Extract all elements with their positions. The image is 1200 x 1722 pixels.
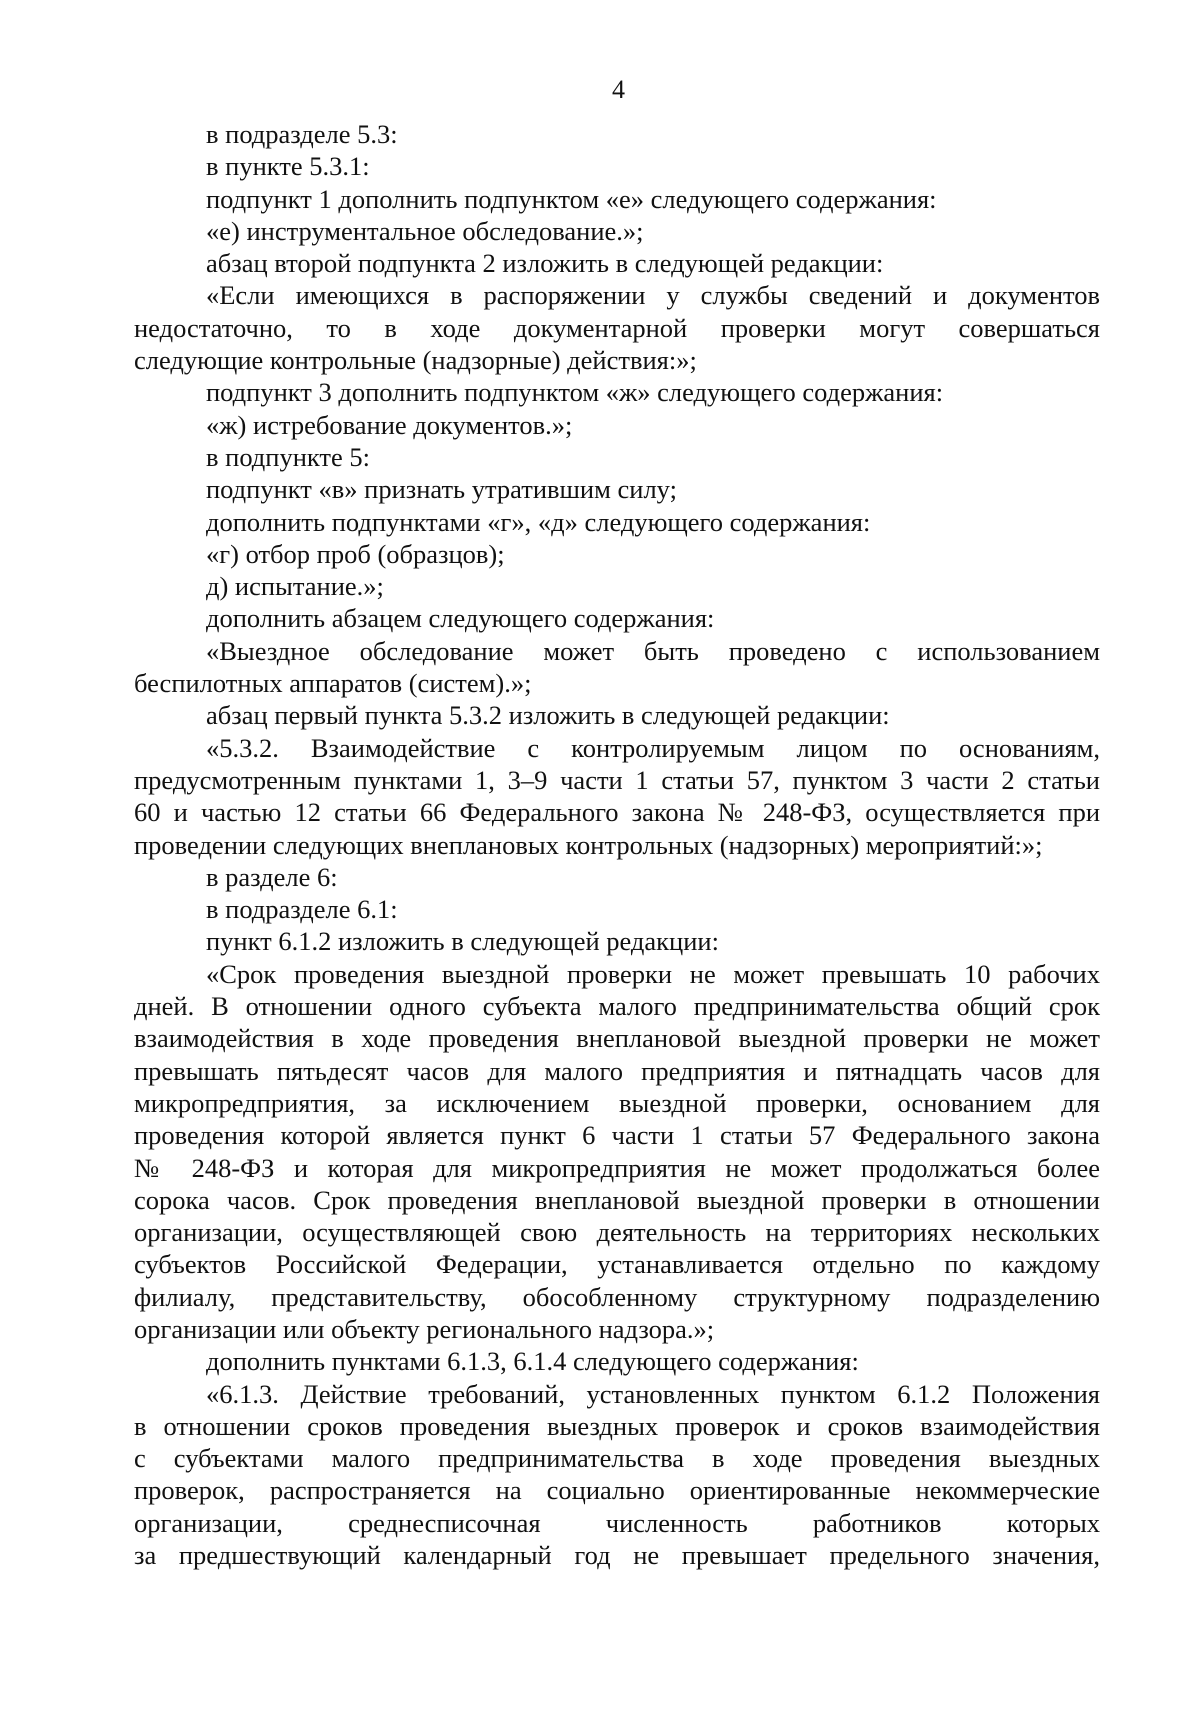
text-line: «е) инструментальное обследование.»; <box>206 215 644 246</box>
text-line: недостаточно, то в ходе документарной проверки могут совершаться <box>134 312 1100 343</box>
text-line: предусмотренным пунктами 1, 3–9 части 1 статьи 57, пунктом 3 части 2 статьи <box>134 764 1100 795</box>
text-line: «5.3.2. Взаимодействие с контролируемым лицом по основаниям, <box>206 732 1100 763</box>
text-line: микропредприятия, за исключением выездной проверки, основанием для <box>134 1087 1100 1118</box>
text-line: дополнить абзацем следующего содержания: <box>206 603 715 634</box>
text-line: в подразделе 5.3: <box>206 119 398 149</box>
text-line: «Выездное обследование может быть проведено с использованием <box>206 635 1100 666</box>
text-line: в подпункте 5: <box>206 441 371 472</box>
text-line: организации или объекту регионального надзора.»; <box>134 1313 715 1344</box>
text-line: д) испытание.»; <box>206 571 384 602</box>
text-line: № 248-ФЗ и которая для микропредприятия не может продолжаться более <box>134 1152 1100 1183</box>
text-line: за предшествующий календарный год не превышает предельного значения, <box>134 1540 1100 1571</box>
text-line: «Если имеющихся в распоряжении у службы сведений и документов <box>206 280 1100 311</box>
text-line: в пункте 5.3.1: <box>206 151 370 182</box>
text-line: в подразделе 6.1: <box>206 894 398 925</box>
text-line: организации, осуществляющей свою деятельность на территориях нескольких <box>134 1217 1100 1248</box>
text-line: дополнить пунктами 6.1.3, 6.1.4 следующего содержания: <box>206 1346 859 1377</box>
text-line: с субъектами малого предпринимательства в ходе проведения выездных <box>134 1443 1100 1474</box>
text-line: проверок, распространяется на социально ориентированные некоммерческие <box>134 1475 1100 1506</box>
text-line: в разделе 6: <box>206 861 338 892</box>
text-line: взаимодействия в ходе проведения внеплановой выездной проверки не может <box>134 1023 1100 1054</box>
document-body <box>134 118 1100 1571</box>
text-line: проведения которой является пункт 6 части 1 статьи 57 Федерального закона <box>134 1120 1100 1151</box>
text-line: подпункт 3 дополнить подпунктом «ж» следующего содержания: <box>206 377 944 408</box>
text-line: превышать пятьдесят часов для малого предприятия и пятнадцать часов для <box>134 1055 1100 1086</box>
text-line: пункт 6.1.2 изложить в следующей редакции: <box>206 926 719 957</box>
text-line: подпункт 1 дополнить подпунктом «е» следующего содержания: <box>206 183 937 214</box>
text-line: «6.1.3. Действие требований, установленных пунктом 6.1.2 Положения <box>206 1378 1100 1409</box>
text-line: «г) отбор проб (образцов); <box>206 538 505 569</box>
text-line: беспилотных аппаратов (систем).»; <box>134 668 532 699</box>
text-line: организации, среднесписочная численность работников которых <box>134 1507 1100 1538</box>
text-line: «ж) истребование документов.»; <box>206 409 573 440</box>
text-line: проведении следующих внеплановых контрольных (надзорных) мероприятий:»; <box>134 829 1043 860</box>
text-line: в отношении сроков проведения выездных проверок и сроков взаимодействия <box>134 1410 1100 1441</box>
text-line: субъектов Российской Федерации, устанавливается отдельно по каждому <box>134 1249 1100 1280</box>
text-line: 60 и частью 12 статьи 66 Федерального закона № 248-ФЗ, осуществляется при <box>134 797 1100 828</box>
page-number: 4 <box>612 75 625 104</box>
text-line: дней. В отношении одного субъекта малого предпринимательства общий срок <box>134 991 1100 1022</box>
text-line: следующие контрольные (надзорные) действия:»; <box>134 345 697 376</box>
text-line: филиалу, представительству, обособленному структурному подразделению <box>134 1281 1100 1312</box>
text-line: абзац второй подпункта 2 изложить в следующей редакции: <box>206 248 884 279</box>
text-line: абзац первый пункта 5.3.2 изложить в следующей редакции: <box>206 700 890 731</box>
text-line: подпункт «в» признать утратившим силу; <box>206 474 677 505</box>
text-line: дополнить подпунктами «г», «д» следующего содержания: <box>206 506 871 537</box>
text-line: сорока часов. Срок проведения внеплановой выездной проверки в отношении <box>134 1184 1100 1215</box>
text-line: «Срок проведения выездной проверки не может превышать 10 рабочих <box>206 958 1100 989</box>
